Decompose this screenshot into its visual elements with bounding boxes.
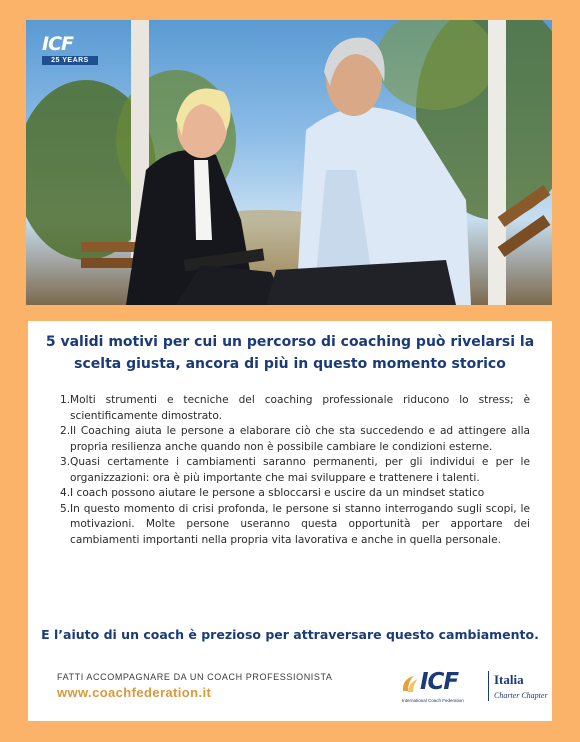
icf-25-years-logo [42,34,98,65]
list-item [60,486,530,502]
list-item-number: 4. [60,487,71,499]
list-item-text: Molti strumenti e tecniche del coaching professionale riducono lo stress; è scientificamente dimostrato. [70,394,530,422]
list-item-number: 1. [60,394,71,406]
list-item-number: 3. [60,456,71,468]
list-item [60,424,530,455]
icf-logo-text: ICF [42,33,73,55]
list-item-text: I coach possono aiutare le persone a sbloccarsi e uscire da un mindset statico [70,487,485,499]
list-item-text: Il Coaching aiuta le persone a elaborare ciò che sta succedendo e ad attingere alla propria resilienza anche quando non è possibile cambiare le condizioni esterne. [70,425,530,453]
reasons-list [60,393,530,548]
list-item [60,502,530,549]
logo-divider [488,671,489,701]
list-item-number: 2. [60,425,71,437]
icf-brand-text: ICF [420,669,459,695]
list-item [60,393,530,424]
icf-swirl-icon [400,673,422,695]
region-label: Italia [494,672,524,687]
photo-illustration [26,20,552,305]
list-item-text: In questo momento di crisi profonda, le persone si stanno interrogando sugli scopi, le motivazioni. Molte persone useranno questa opportunità per apportare dei cambiamenti importanti nella propria vita lavorativa e anche in quella personale. [70,502,530,546]
page-title: 5 validi motivi per cui un percorso di coaching può rivelarsi la scelta giusta, ancora di più in questo momento storico [45,334,535,372]
icf-italia-logo [400,667,548,707]
chapter-label: Charter Chapter [494,691,548,700]
years-badge: 25 YEARS [42,56,98,65]
icf-subtitle: International Coach Federation [402,698,464,703]
list-item-number: 5. [60,502,71,515]
website-link[interactable]: www.coachfederation.it [57,685,212,700]
cta-text: FATTI ACCOMPAGNARE DA UN COACH PROFESSIONISTA [57,672,333,682]
content-card [28,321,552,721]
coaching-session-photo [26,20,552,305]
closing-statement: E l’aiuto di un coach è prezioso per attraversare questo cambiamento. [41,627,539,642]
list-item-text: Quasi certamente i cambiamenti saranno permanenti, per gli individui e per le organizzazioni: ora è più importante che mai sviluppare e trattenere i talenti. [70,456,530,484]
list-item [60,455,530,486]
